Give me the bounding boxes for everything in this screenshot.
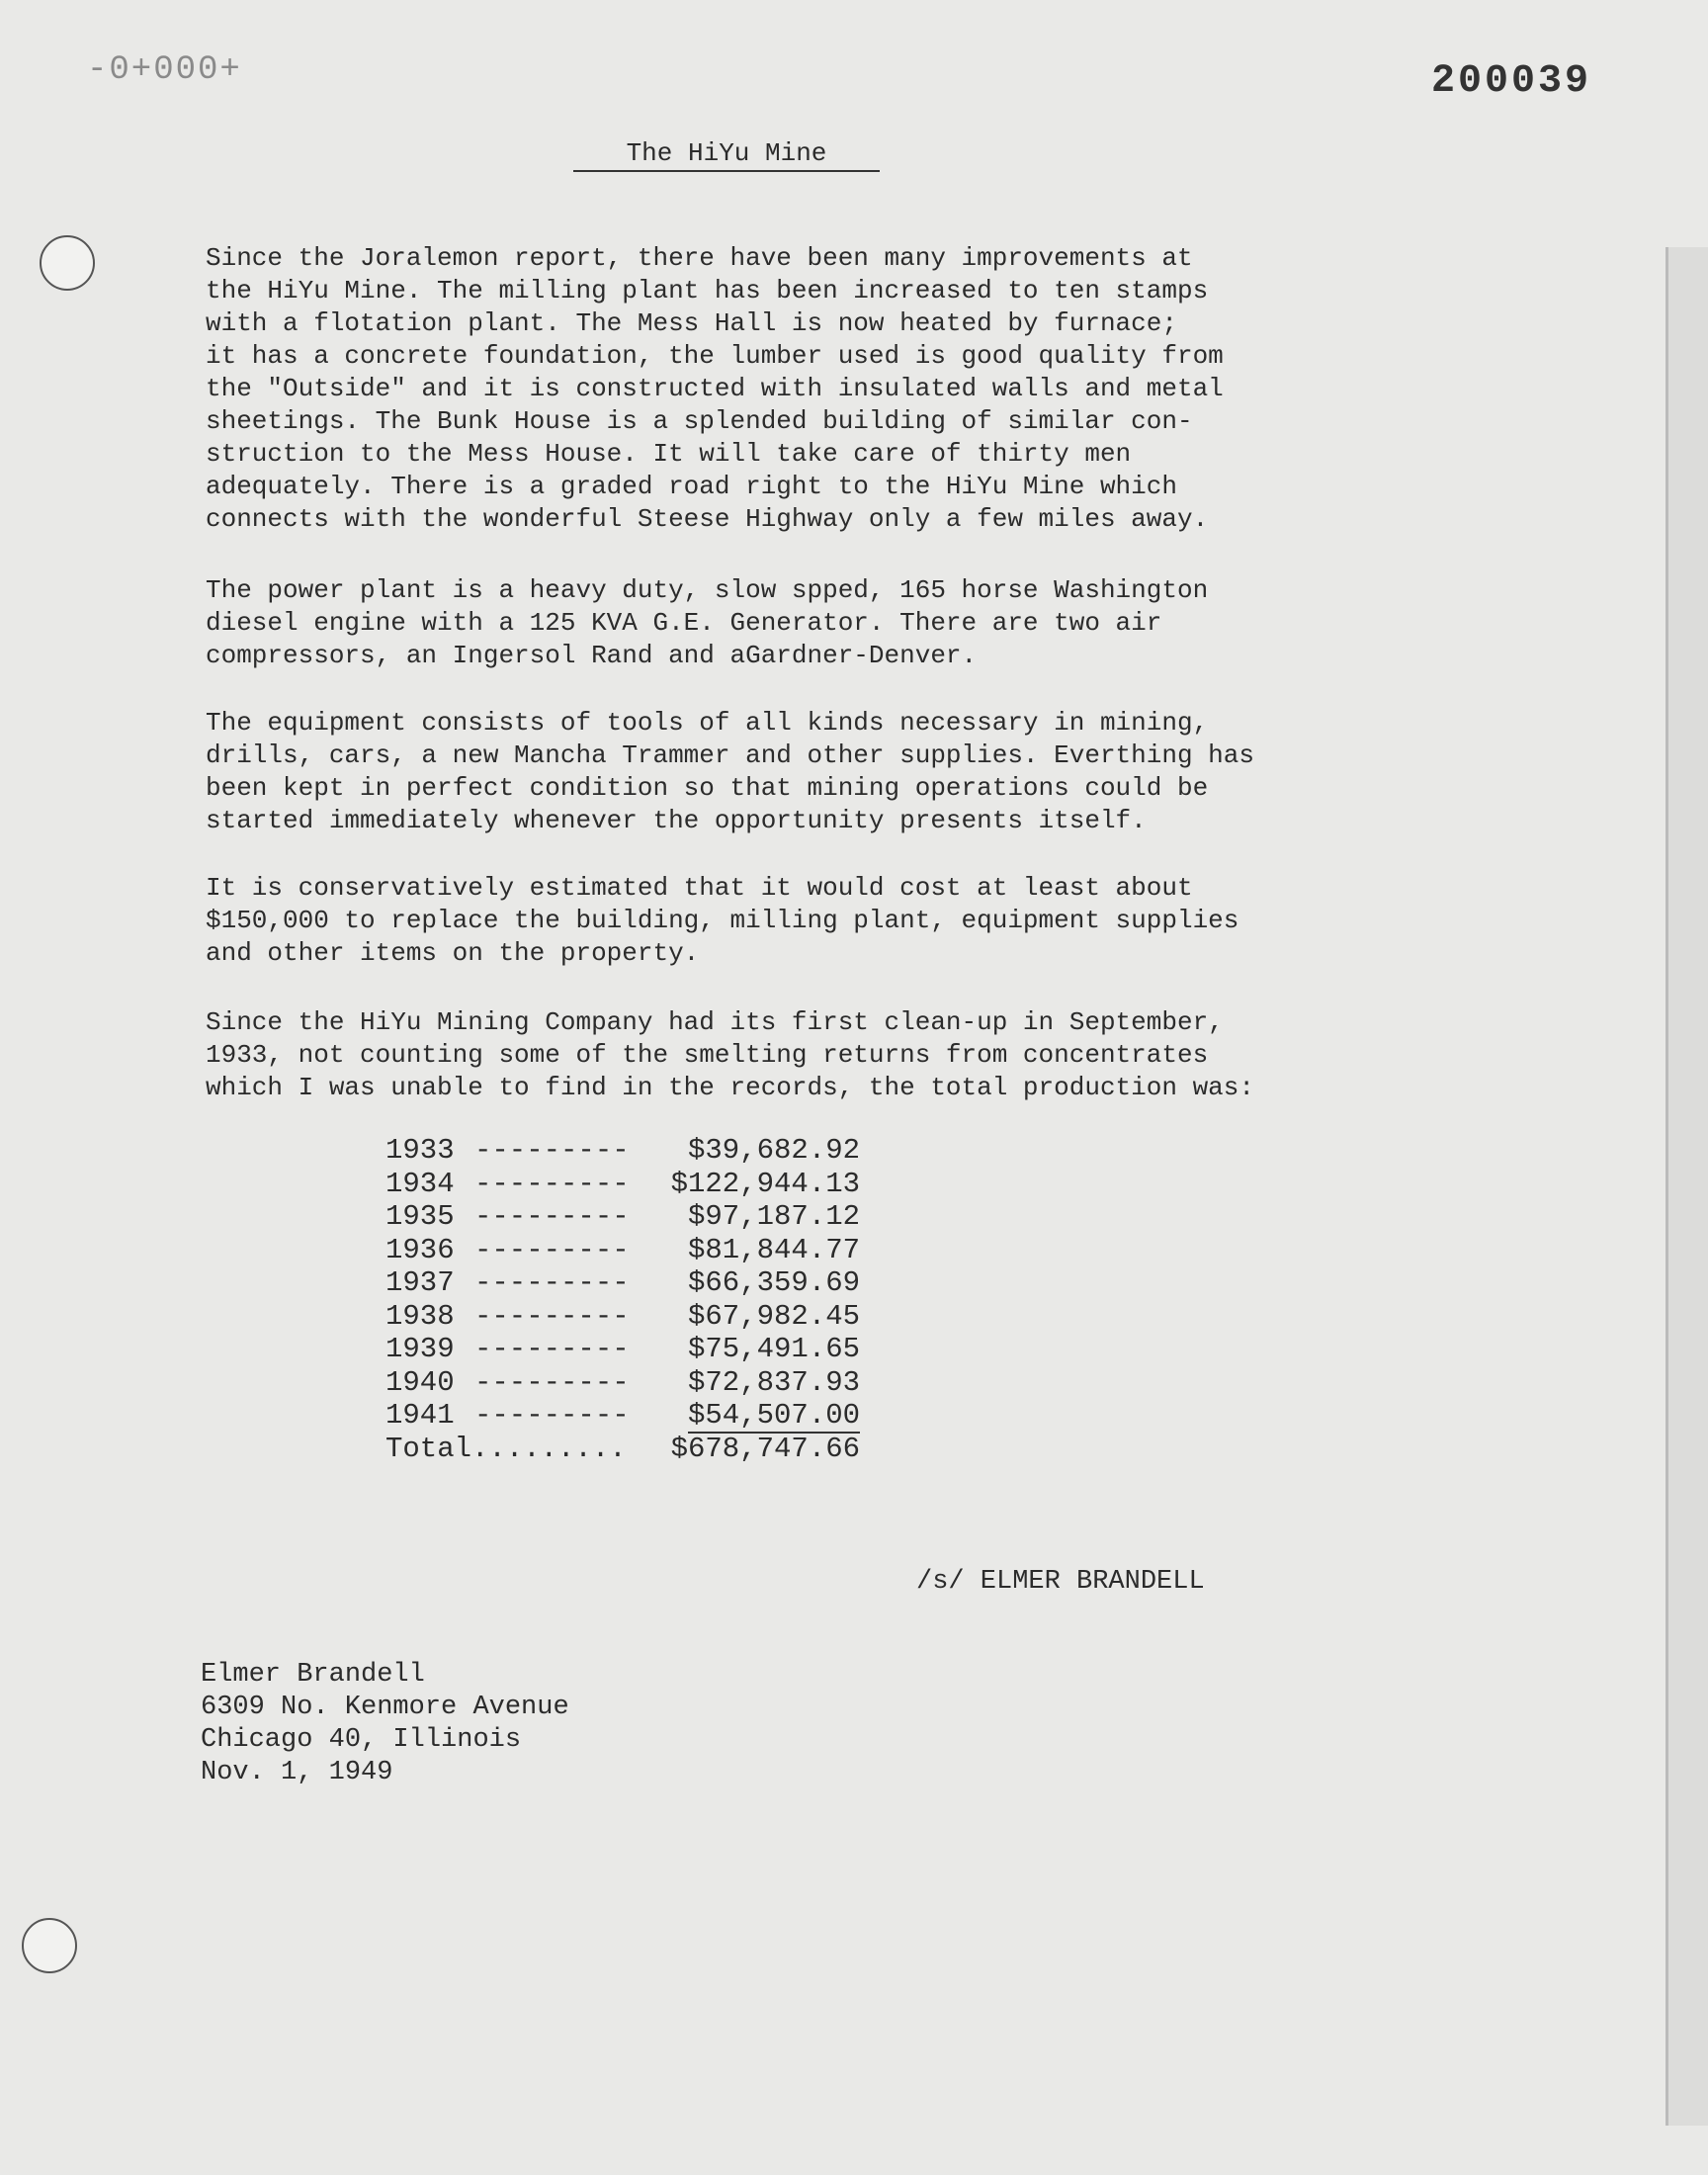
table-row — [385, 1300, 860, 1334]
amount-cell: $67,982.45 — [687, 1299, 860, 1333]
year-cell: 1934 — [385, 1167, 455, 1200]
dash-leader: --------- — [474, 1200, 630, 1233]
page-edge — [1665, 247, 1708, 2126]
year-cell: 1937 — [385, 1266, 455, 1299]
dash-leader: --------- — [474, 1333, 630, 1365]
table-row — [385, 1200, 860, 1234]
table-total-row — [385, 1433, 860, 1466]
amount-cell: $97,187.12 — [687, 1200, 860, 1233]
amount-value: $54,507.00 — [687, 1399, 860, 1432]
year-cell: 1935 — [385, 1200, 455, 1233]
paragraph-improvements: Since the Joralemon report, there have been many improvements at the HiYu Mine. The milling plant has been increased to ten stamps with a flotation plant. The Mess Hall is now heated by furnace; it has a concrete foundation, the lumber used is good quality from the "Outside" and it is constructed with insulated walls and metal sheetings. The Bunk House is a splended building of similar con- struction to the Mess House. It will take care of thirty men adequately. There is a graded road right to the HiYu Mine which connects with the wonderful Steese Highway only a few miles away. — [206, 243, 1224, 534]
year-cell: 1940 — [385, 1365, 455, 1399]
production-table — [385, 1134, 860, 1465]
year-cell: 1933 — [385, 1134, 455, 1167]
sender-street: 6309 No. Kenmore Avenue — [201, 1693, 569, 1722]
dash-leader: --------- — [474, 1266, 630, 1299]
stamp-number-left: -0+000+ — [87, 51, 242, 89]
dash-leader: --------- — [474, 1167, 630, 1200]
total-label: Total......... — [385, 1432, 627, 1465]
document-title: The HiYu Mine — [573, 138, 880, 172]
paragraph-cost-estimate: It is conservatively estimated that it would cost at least about $150,000 to replace the building, milling plant, equipment supplies and other items on the property. — [206, 873, 1239, 968]
punch-hole-bottom — [22, 1918, 77, 1973]
sender-address-block — [201, 1659, 569, 1789]
dash-leader: --------- — [474, 1233, 630, 1266]
punch-hole-top — [40, 235, 95, 291]
year-cell: 1941 — [385, 1399, 455, 1432]
dash-leader: --------- — [474, 1399, 630, 1432]
year-cell: 1936 — [385, 1233, 455, 1266]
paragraph-production-intro: Since the HiYu Mining Company had its first clean-up in September, 1933, not counting some of the smelting returns from concentrates which I was unable to find in the records, the total production was: — [206, 1007, 1254, 1102]
year-cell: 1938 — [385, 1299, 455, 1333]
signature-line: /s/ ELMER BRANDELL — [916, 1567, 1205, 1597]
paragraph-power-plant: The power plant is a heavy duty, slow spped, 165 horse Washington diesel engine with a 125 KVA G.E. Generator. There are two air compressors, an Ingersol Rand and aGardner-Denver. — [206, 575, 1209, 670]
table-row — [385, 1168, 860, 1201]
total-amount: $678,747.66 — [670, 1432, 860, 1465]
table-row — [385, 1366, 860, 1400]
table-row — [385, 1134, 860, 1168]
amount-cell: $75,491.65 — [687, 1333, 860, 1365]
amount-cell: $122,944.13 — [670, 1167, 860, 1200]
sender-city: Chicago 40, Illinois — [201, 1725, 522, 1755]
table-row — [385, 1333, 860, 1366]
paragraph-equipment: The equipment consists of tools of all kinds necessary in mining, drills, cars, a new Mancha Trammer and other supplies. Everthing has been kept in perfect condition so that mining operations could be started immediately whenever the opportunity presents itself. — [206, 708, 1254, 835]
amount-cell: $39,682.92 — [687, 1134, 860, 1167]
amount-cell: $66,359.69 — [687, 1266, 860, 1299]
amount-cell: $72,837.93 — [687, 1365, 860, 1399]
document-date: Nov. 1, 1949 — [201, 1758, 393, 1787]
table-row — [385, 1266, 860, 1300]
dash-leader: --------- — [474, 1134, 630, 1167]
stamp-number-right: 200039 — [1430, 59, 1591, 104]
year-cell: 1939 — [385, 1333, 455, 1365]
table-row — [385, 1399, 860, 1433]
amount-cell: $81,844.77 — [687, 1233, 860, 1266]
amount-cell — [633, 1399, 860, 1433]
table-row — [385, 1234, 860, 1267]
sender-name: Elmer Brandell — [201, 1660, 425, 1690]
dash-leader: --------- — [474, 1299, 630, 1333]
dash-leader: --------- — [474, 1365, 630, 1399]
